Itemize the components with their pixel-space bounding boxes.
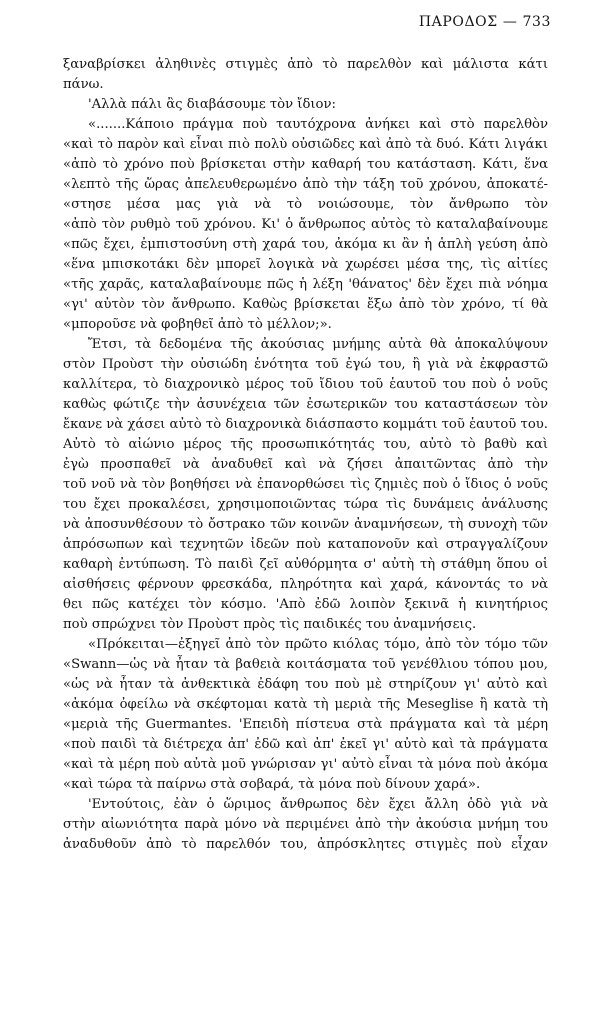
text-line: αἰσθήσεις φέρνουν φρεσκάδα, πληρότητα καὶ χαρά, κάνοντάς το νὰ bbox=[63, 577, 548, 592]
text-line: 'Εντούτοις, ἐὰν ὁ ὥριμος ἄνθρωπος δὲν ἔχει ἄλλη ὁδὸ γιὰ νὰ bbox=[88, 797, 548, 812]
text-line: «καὶ τὸ παρὸν καὶ εἶναι πιὸ πολὺ οὐσιῶδες καὶ ἀπὸ τὰ δυό. Κάτι λιγάκι bbox=[63, 137, 548, 152]
text-line: καθαρὴ ἐντύπωση. Τὸ παιδὶ ζεῖ αὐθόρμητα σ' αὐτὴ τὴ στάθμη ὅπου οἱ bbox=[63, 557, 548, 572]
text-line: ξαναβρίσκει ἀληθινὲς στιγμὲς ἀπὸ τὸ παρελθὸν καὶ μάλιστα κάτι bbox=[63, 57, 548, 72]
text-line: «Swann—ὡς νὰ ἦταν τὰ βαθειὰ κοιτάσματα τοῦ γενέθλιου τόπου μου, bbox=[63, 657, 548, 672]
text-line: «στησε μέσα μας γιὰ νὰ τὸ νοιώσουμε, τὸν ἄνθρωπο τὸν bbox=[63, 197, 548, 212]
text-line: «λεπτὸ τῆς ὥρας ἀπελευθερωμένο ἀπὸ τὴν τάξη τοῦ χρόνου, ἀποκατέ- bbox=[63, 177, 548, 192]
text-line: ἀπρόσωπων καὶ τεχνητῶν ἰδεῶν ποὺ καταπονοῦν καὶ στραγγαλίζουν bbox=[63, 537, 548, 552]
text-line: 'Αλλὰ πάλι ἂς διαβάσουμε τὸν ἴδιον: bbox=[88, 97, 336, 112]
text-line: στὸν Προὺστ τὴν οὐσιώδη ἑνότητα τοῦ ἐγώ του, ἢ γιὰ νὰ ἐκφραστῶ bbox=[63, 357, 548, 372]
text-line: «.......Κάποιο πράγμα ποὺ ταυτόχρονα ἀνήκει καὶ στὸ παρελθὸν bbox=[88, 117, 548, 132]
text-line: «μεριὰ τῆς Guermantes. 'Επειδὴ πίστευα στὰ πράγματα καὶ τὰ μέρη bbox=[63, 717, 548, 732]
body-text bbox=[63, 55, 548, 855]
text-line: «καὶ τώρα τὰ παίρνω στὰ σοβαρά, τὰ μόνα ποὺ δίνουν χαρά». bbox=[63, 777, 481, 792]
text-line: «ὡς νὰ ἦταν τὰ ἀνθεκτικὰ ἐδάφη του ποὺ μὲ στηρίζουν γι' αὐτὸ καὶ bbox=[63, 677, 548, 692]
text-line: τοῦ νοῦ νὰ τὸν βοηθήσει νὰ ἐπανορθώσει τὶς ζημιὲς ποὺ ὁ ἴδιος ὁ νοῦς bbox=[63, 477, 548, 492]
text-line: «μποροῦσε νὰ φοβηθεῖ ἀπὸ τὸ μέλλον;». bbox=[63, 317, 332, 332]
text-line: του ἔχει προκαλέσει, χρησιμοποιῶντας τώρα τὶς δυνάμεις ἀνάλυσης bbox=[63, 497, 548, 512]
text-line: ἔκανε νὰ χάσει αὐτὸ τὸ διαχρονικὰ διάσπαστο κομμάτι τοῦ ἑαυτοῦ του. bbox=[63, 417, 548, 432]
text-line: «ποὺ παιδὶ τὰ διέτρεχα ἀπ' ἐδῶ καὶ ἀπ' ἐκεῖ γι' αὐτὸ καὶ τὰ πράγματα bbox=[63, 737, 548, 752]
text-line: «ἀπὸ τὸν ρυθμὸ τοῦ χρόνου. Κι' ὁ ἄνθρωπος αὐτὸς τὸ καταλαβαίνουμε bbox=[63, 217, 548, 232]
text-line: καθὼς φώτιζε τὴν ἀσυνέχεια τῶν ἐσωτερικῶν του καταστάσεων τὸν bbox=[63, 397, 548, 412]
text-line: Ἔτσι, τὰ δεδομένα τῆς ἀκούσιας μνήμης αὐτὰ θὰ ἀποκαλύψουν bbox=[88, 337, 548, 352]
text-line: πάνω. bbox=[63, 77, 104, 92]
text-line: «Πρόκειται—ἐξηγεῖ ἀπὸ τὸν πρῶτο κιόλας τόμο, ἀπὸ τὸν τόμο τῶν bbox=[88, 637, 548, 652]
text-line: «πῶς ἔχει, ἐμπιστοσύνη στὴ χαρά του, ἀκόμα κι ἂν ἡ ἁπλὴ γεύση ἀπὸ bbox=[63, 237, 548, 252]
text-line: ποὺ σπρώχνει τὸν Προὺστ πρὸς τὶς παιδικές του ἀναμνήσεις. bbox=[63, 617, 477, 632]
text-line: «τῆς χαρᾶς, καταλαβαίνουμε πῶς ἡ λέξη 'θάνατος' δὲν ἔχει πιὰ νόημα bbox=[63, 277, 548, 292]
text-line: «γι' αὐτὸν τὸν ἄνθρωπο. Καθὼς βρίσκεται ἔξω ἀπὸ τὸν χρόνο, τί θὰ bbox=[63, 297, 548, 312]
text-line: στὴν αἰωνιότητα παρὰ μόνο νὰ περιμένει ἀπὸ τὴν ἀκούσια μνήμη του bbox=[63, 817, 548, 832]
text-line: νὰ ἀποσυνθέσουν τὸ ὄστρακο τῶν κοινῶν ἀναμνήσεων, τὴ συνοχὴ τῶν bbox=[63, 517, 548, 532]
text-line: ἐγὼ προσπαθεῖ νὰ ἀναδυθεῖ καὶ νὰ ζήσει ἀπαιτῶντας ἀπὸ τὴν bbox=[63, 457, 548, 472]
text-line: «καὶ τὰ μέρη ποὺ αὐτὰ μοῦ γνώρισαν γι' αὐτὸ εἶναι τὰ μόνα ποὺ ἀκόμα bbox=[63, 757, 548, 772]
text-line: «ἕνα μπισκοτάκι δὲν μπορεῖ λογικὰ νὰ χωρέσει μέσα της, τὶς αἰτίες bbox=[63, 257, 548, 272]
text-line: καλλίτερα, τὸ διαχρονικὸ μέρος τοῦ ἴδιου τοῦ ἑαυτοῦ του ποὺ ὁ νοῦς bbox=[63, 377, 548, 392]
running-head: ΠΑΡΟΔΟΣ — 733 bbox=[418, 14, 551, 30]
text-line: θει πῶς κατέχει τὸν κόσμο. 'Απὸ ἐδῶ λοιπὸν ξεκινᾶ ἡ κινητήριος bbox=[63, 597, 548, 612]
text-line: Αὐτὸ τὸ αἰώνιο μέρος τῆς προσωπικότητάς του, αὐτὸ τὸ βαθὺ καὶ bbox=[63, 437, 548, 452]
text-line: «ἀκόμα ὀφείλω νὰ σκέφτομαι κατὰ τὴ μεριὰ τῆς Meseglise ἢ κατὰ τὴ bbox=[63, 697, 548, 712]
text-line: «ἀπὸ τὸ χρόνο ποὺ βρίσκεται στὴν καθαρή του κατάσταση. Κάτι, ἕνα bbox=[63, 157, 548, 172]
text-line: ἀναδυθοῦν ἀπὸ τὸ παρελθόν του, ἀπρόσκλητες στιγμὲς ποὺ εἶχαν bbox=[63, 837, 548, 852]
